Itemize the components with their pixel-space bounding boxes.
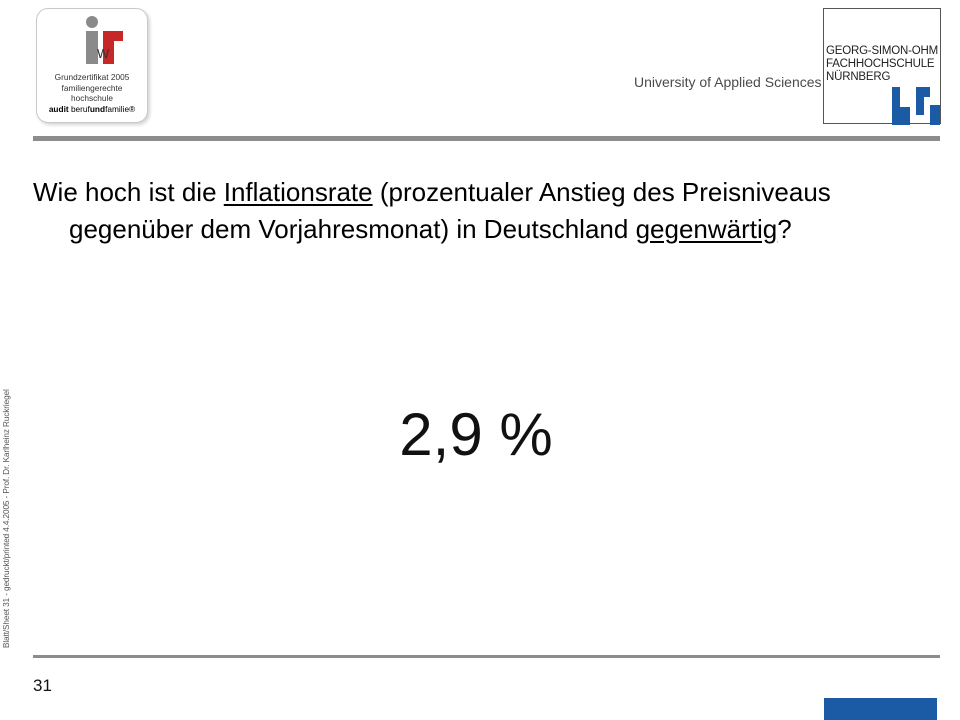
- answer-value: 2,9 %: [399, 401, 553, 468]
- cert-line: familiengerechte: [61, 82, 123, 93]
- ohm-line: GEORG-SIMON-OHM: [826, 45, 938, 57]
- audit-beruf: beruf: [70, 103, 90, 114]
- cert-logo-graphic: [37, 9, 147, 71]
- audit-und: und: [89, 103, 106, 114]
- ohm-line: FACHHOCHSCHULE: [826, 58, 935, 70]
- question-underlined-term: gegenwärtig: [635, 214, 778, 244]
- page-number: 31: [33, 676, 52, 695]
- university-label: University of Applied Sciences: [634, 74, 822, 90]
- footer-accent-block: [824, 698, 937, 720]
- cert-audit-line: [37, 104, 147, 115]
- question-part: (prozentualer Anstieg des Preisniveaus gegenüber dem Vorjahresmonat) in Deutschland: [69, 177, 831, 244]
- question-part: Wie hoch ist die: [33, 177, 224, 207]
- question-underlined-term: Inflationsrate: [223, 177, 373, 207]
- ohm-line: NÜRNBERG: [826, 71, 891, 83]
- footer-rule: [33, 655, 940, 658]
- question-text: [33, 174, 913, 248]
- ohm-hochschule-logo: [823, 8, 941, 124]
- cert-line: hochschule: [71, 93, 113, 103]
- familiengerechte-hochschule-logo: [36, 8, 148, 123]
- cert-line: Grundzertifikat 2005: [54, 72, 130, 82]
- question-part: ?: [777, 214, 792, 244]
- ohm-logo-graphic: [824, 9, 942, 125]
- header-rule: [33, 136, 940, 141]
- sheet-info-text: Blatt/Sheet 31 - gedruckt/printed 4.4.2005 - Prof. Dr. Karlheinz Ruckriegel: [2, 389, 11, 648]
- cert-mark-letter: W: [97, 46, 110, 61]
- audit-familie: familie®: [105, 103, 136, 114]
- audit-prefix: audit: [48, 103, 71, 114]
- cert-text: [37, 72, 147, 114]
